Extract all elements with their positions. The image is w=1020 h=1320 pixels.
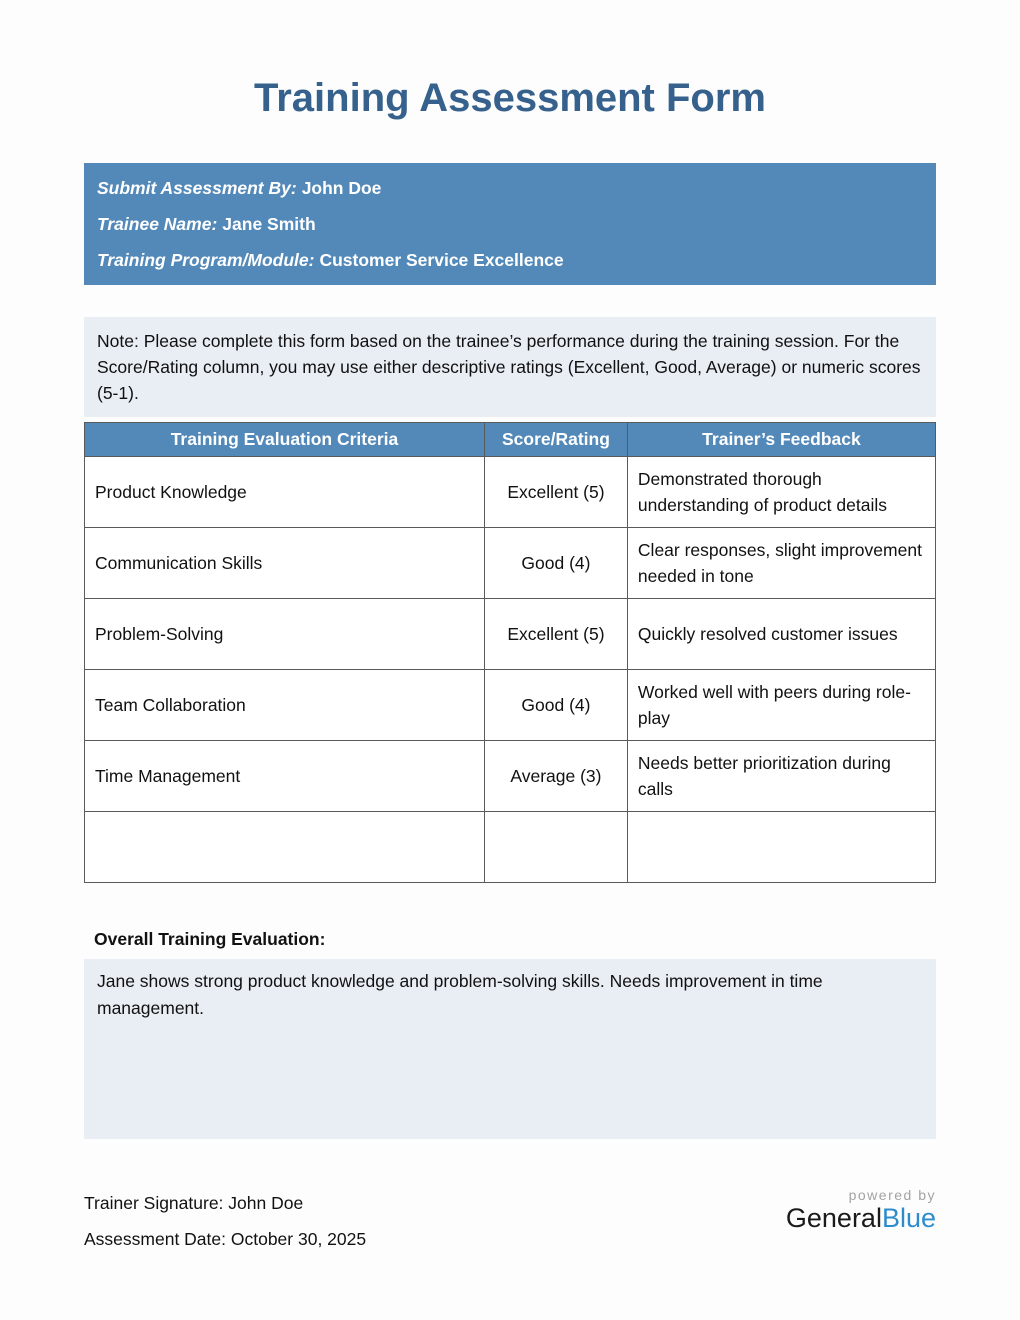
footer bbox=[84, 1185, 936, 1257]
info-field-trainee-name bbox=[84, 206, 936, 242]
criteria-cell bbox=[85, 812, 485, 883]
info-value: Customer Service Excellence bbox=[319, 250, 564, 270]
powered-by-label: powered by bbox=[848, 1187, 936, 1203]
table-row bbox=[85, 528, 936, 599]
table-row bbox=[85, 599, 936, 670]
criteria-cell: Product Knowledge bbox=[85, 457, 485, 528]
page-title: Training Assessment Form bbox=[254, 76, 766, 120]
feedback-cell: Clear responses, slight improvement needed in tone bbox=[627, 528, 935, 599]
note-text: Note: Please complete this form based on the trainee’s performance during the training session. For the Score/Rating column, you may use either descriptive ratings (Excellent, Good, Average) or numeric scores (5-1). bbox=[84, 317, 936, 417]
info-value: Jane Smith bbox=[222, 214, 316, 234]
info-field-submitted-by bbox=[84, 170, 936, 206]
brand-blue-text: Blue bbox=[881, 1203, 936, 1233]
score-cell: Average (3) bbox=[484, 741, 627, 812]
table-row bbox=[85, 741, 936, 812]
feedback-cell: Demonstrated thorough understanding of product details bbox=[627, 457, 935, 528]
feedback-cell: Quickly resolved customer issues bbox=[627, 599, 935, 670]
score-cell: Excellent (5) bbox=[484, 457, 627, 528]
score-cell: Excellent (5) bbox=[484, 599, 627, 670]
feedback-cell: Worked well with peers during role-play bbox=[627, 670, 935, 741]
criteria-cell: Communication Skills bbox=[85, 528, 485, 599]
info-label: Trainee Name: bbox=[97, 214, 218, 234]
info-label: Training Program/Module: bbox=[97, 250, 315, 270]
col-header-feedback: Trainer’s Feedback bbox=[627, 423, 935, 457]
criteria-cell: Time Management bbox=[85, 741, 485, 812]
col-header-score: Score/Rating bbox=[484, 423, 627, 457]
brand-block bbox=[786, 1185, 936, 1232]
criteria-cell: Problem-Solving bbox=[85, 599, 485, 670]
feedback-cell bbox=[627, 812, 935, 883]
score-cell bbox=[484, 812, 627, 883]
col-header-criteria: Training Evaluation Criteria bbox=[85, 423, 485, 457]
table-row bbox=[85, 670, 936, 741]
criteria-cell: Team Collaboration bbox=[85, 670, 485, 741]
info-panel bbox=[84, 163, 936, 285]
info-label: Submit Assessment By: bbox=[97, 178, 297, 198]
footer-signature-block bbox=[84, 1185, 366, 1257]
overall-evaluation-text: Jane shows strong product knowledge and problem-solving skills. Needs improvement in time management. bbox=[84, 959, 936, 1139]
feedback-cell: Needs better prioritization during calls bbox=[627, 741, 935, 812]
trainer-signature: Trainer Signature: John Doe bbox=[84, 1193, 304, 1213]
general-blue-logo bbox=[786, 1204, 936, 1232]
table-header-row bbox=[85, 423, 936, 457]
score-cell: Good (4) bbox=[484, 528, 627, 599]
table-row bbox=[85, 457, 936, 528]
table-row-empty bbox=[85, 812, 936, 883]
info-value: John Doe bbox=[301, 178, 382, 198]
score-cell: Good (4) bbox=[484, 670, 627, 741]
evaluation-table bbox=[84, 422, 936, 883]
brand-general-text: General bbox=[785, 1203, 882, 1233]
assessment-date: Assessment Date: October 30, 2025 bbox=[84, 1229, 367, 1249]
info-field-training-program bbox=[84, 242, 936, 278]
overall-evaluation-label: Overall Training Evaluation: bbox=[94, 929, 326, 949]
